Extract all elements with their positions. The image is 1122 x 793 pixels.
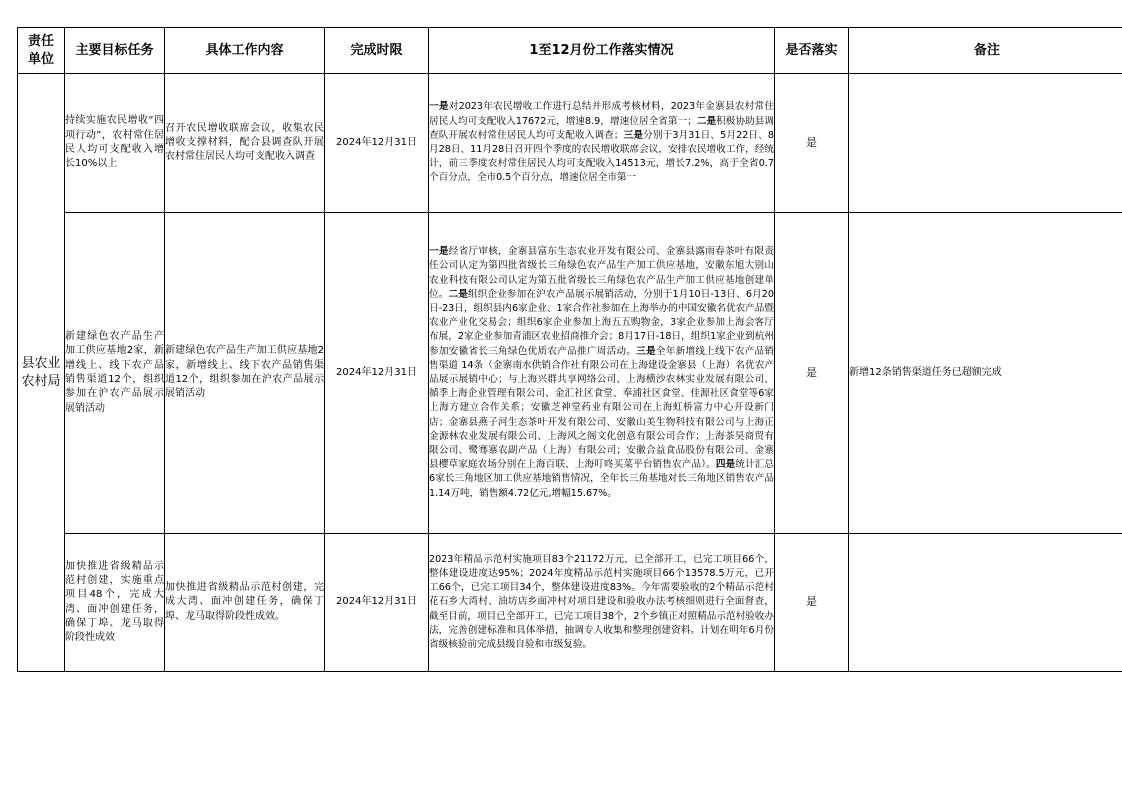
remark-cell	[849, 74, 1122, 213]
status-keyword: 三是	[623, 129, 644, 141]
done-cell: 是	[775, 534, 849, 672]
table-row	[18, 74, 1122, 213]
deadline-cell: 2024年12月31日	[325, 534, 429, 672]
status-text: 2023年精品示范村实施项目83个21172万元，已全部开工，已完工项目66个，整体建设进度达95%；2024年度精品示范村实施项目66个13578.5万元，已开工66个，已完工项目34个，整体建设进度83%。今年需要验收的2个精品示范村花石乡大湾村、油坊店乡面冲村对项目建设和验收办法考核细则进行全面督查，截至目前，项目已全部开工，已完工项目38个，2个乡镇正对照精品示范村验收办法，完善创建标准和具体举措，抽调专人收集和整理创建资料。计划在明年6月份省级核验前完成县级自验和市级复验。	[429, 553, 774, 650]
status-keyword: 四是	[715, 459, 736, 471]
deadline-cell: 2024年12月31日	[325, 213, 429, 534]
header-unit: 责任单位	[18, 28, 65, 74]
content-cell: 召开农民增收联席会议，收集农民增收支撑材料，配合县调查队开展农村常住居民人均可支配收入调查	[165, 74, 325, 213]
status-keyword: 二是	[448, 288, 468, 300]
work-report-table	[17, 27, 1122, 672]
status-cell	[429, 74, 775, 213]
header-done: 是否落实	[775, 28, 849, 74]
content-cell: 新建绿色农产品生产加工供应基地2家，新增线上、线下农产品销售渠道12个，组织参加在沪农产品展示展销活动	[165, 213, 325, 534]
done-cell: 是	[775, 213, 849, 534]
status-cell	[429, 213, 775, 534]
table-row	[18, 534, 1122, 672]
status-text: 分别于3月31日、5月22日、8月28日、11月28日召开四个季度的农民增收联席会议，安排农民增收工作，经统计，前三季度农村常住居民人均可支配收入14513元，增长7.2%，高于全省0.7个百分点，全市0.5个百分点，增速位居全市第一	[429, 129, 775, 184]
header-status: 1至12月份工作落实情况	[429, 28, 775, 74]
header-content: 具体工作内容	[165, 28, 325, 74]
status-text: 统计汇总6家长三角地区加工供应基地销售情况，全年长三角基地对长三角地区销售农产品1.14万吨，销售额4.72亿元,增幅15.67%。	[429, 459, 775, 499]
header-task: 主要目标任务	[65, 28, 165, 74]
status-text: 全年新增线上线下农产品销售渠道 14条（金寨南水供销合作社有限公司在上海建设金寨县（上海）名优农产品展示展销中心；与上海兴群共享网络公司、上海横沙农林实业发展有限公司、循季上海企业管理有限公司、金汇社区食堂、奉浦社区食堂、佳源社区食堂等6家上海方建立合作关系；安徽芝神堂药业有限公司在上海虹桥富力中心开设新门店；金寨县燕子河生态茶叶开发有限公司、安徽山美生物科技有限公司与上海正金源林农业发展有限公司、上海风之阁文化创意有限公司合作；上海茶昊商贸有限公司、鹭骞寨农副产品（上海）有限公司；安徽合益食品股份有限公司、金寨县樱草家庭农场分别在上海百联、上海叮咚买菜平台销售农产品）。	[429, 345, 775, 471]
header-remark: 备注	[849, 28, 1122, 74]
status-text: 对2023年农民增收工作进行总结并形成考核材料，2023年金寨县农村常住居民人均可支配收入17672元，增速8.9，增速位居全省第一；	[429, 101, 774, 127]
task-cell: 持续实施农民增收“四项行动”，农村常住居民人均可支配收入增长10%以上	[65, 74, 165, 213]
remark-cell	[849, 534, 1122, 672]
status-keyword: 三是	[636, 345, 656, 357]
task-cell: 加快推进省级精品示范村创建，实施重点项目48个，完成大湾、面冲创建任务，确保丁埠、龙马取得阶段性成效	[65, 534, 165, 672]
status-keyword: 一是	[429, 246, 449, 258]
content-cell: 加快推进省级精品示范村创建，完成大湾、面冲创建任务，确保丁埠、龙马取得阶段性成效。	[165, 534, 325, 672]
header-row	[18, 28, 1122, 74]
deadline-cell: 2024年12月31日	[325, 74, 429, 213]
responsible-unit: 县农业农村局	[18, 74, 65, 672]
status-text: 积极协助县调查队开展农村常住居民人均可支配收入调查；	[429, 115, 775, 141]
status-text: 组织企业参加在沪农产品展示展销活动，分别于1月10日-13日、6月20日-23日，组织县内6家企业、1家合作社参加在上海举办的中国安徽名优农产品暨农业产业化交易会；组织6家企业参加上海五五购物金，3家企业参加上海会客厅布展，2家企业参加青浦区农业招商推介会；8月17日-18日，组织1家企业到杭州参加安徽省长三角绿色优质农产品推广周活动。	[429, 288, 775, 357]
task-cell: 新建绿色农产品生产加工供应基地2家，新增线上、线下农产品销售渠道12个，组织参加在沪农产品展示展销活动	[65, 213, 165, 534]
status-cell	[429, 534, 775, 672]
done-cell: 是	[775, 74, 849, 213]
status-text: 经省厅审核，金寨县富东生态农业开发有限公司、金寨县露雨春茶叶有限责任公司认定为第四批省级长三角绿色农产品生产加工供应基地，安徽东旭大别山农业科技有限公司认定为第五批省级长三角绿色农产品生产加工供应基地创建单位。	[429, 246, 775, 300]
header-deadline: 完成时限	[325, 28, 429, 74]
remark-cell: 新增12条销售渠道任务已超额完成	[849, 213, 1122, 534]
status-keyword: 一是	[429, 101, 449, 113]
table-row	[18, 213, 1122, 534]
status-keyword: 二是	[696, 115, 717, 127]
